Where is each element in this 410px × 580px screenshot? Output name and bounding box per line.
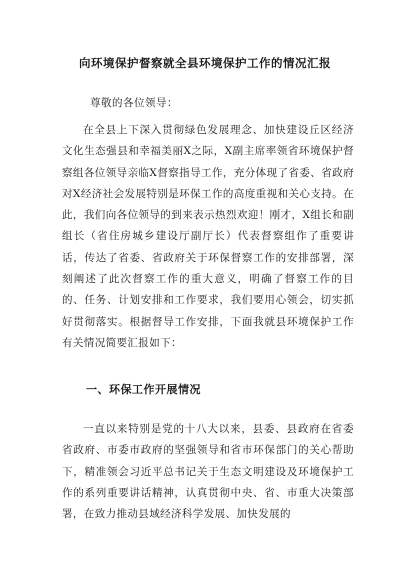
paragraph-intro: 在全县上下深入贯彻绿色发展理念、加快建设丘区经济文化生态强县和幸福美丽X之际，X副主席率领省环境保护督察组各位领导亲临X督察指导工作，充分体现了省委、省政府对X经济社会发展特别是环保工作的高度重视和关心支持。在此，我们向各位领导的到来表示热烈欢迎！刚才，X组长和副组长（省住房城乡建设厅副厅长）代表督察组作了重要讲话，传达了省委、省政府关于环保督察工作的安排部署，深刻阐述了此次督察工作的重大意义，明确了督察工作的目的、任务、计划安排和工作要求，我们要用心领会，切实抓好贯彻落实。根据督导工作安排，下面我就县环境保护工作有关情况简要汇报如下： [62,124,354,349]
section-heading: 一、环保工作开展情况 [86,383,201,396]
paragraph-section-one: 一直以来特别是党的十八大以来，县委、县政府在省委省政府、市委市政府的坚强领导和省市环保部门的关心帮助下，精准领会习近平总书记关于生态文明建设及环境保护工作的系列重要讲话精神，认真贯彻中央、省、市重大决策部署，在致力推动县域经济科学发展、加快发展的 [62,423,354,521]
salutation: 尊敬的各位领导： [90,97,178,109]
document-title: 向环境保护督察就全县环境保护工作的情况汇报 [79,56,331,70]
